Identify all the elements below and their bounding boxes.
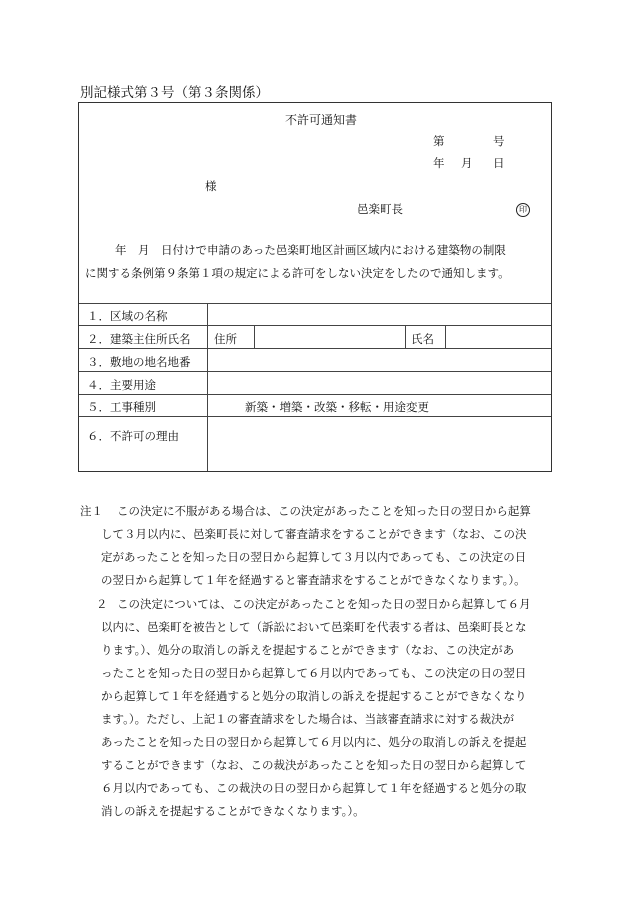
date-year: 年: [433, 156, 445, 170]
note-2-line-8: することができます（なお、この裁決があったことを知った日の翌日から起算して: [101, 758, 527, 772]
note-2-line-3: ります。）、処分の取消しの訴えを提起することができます（なお、この決定があ: [101, 643, 515, 657]
addressee-suffix: 様: [205, 179, 217, 193]
seal-icon: 印: [516, 203, 530, 217]
form-label: 別記様式第３号（第３条関係）: [80, 85, 269, 101]
table-column-divider: [405, 325, 406, 348]
table-row-divider: [79, 371, 551, 372]
notice-body-line-2: に関する条例第９条第１項の規定による許可をしない決定をしたので通知します。: [85, 266, 510, 280]
number-suffix: 号: [493, 134, 505, 148]
number-prefix: 第: [433, 134, 445, 148]
row-work-type-label: ５．工事種別: [87, 400, 156, 414]
row-site-label: ３．敷地の地名地番: [87, 355, 191, 369]
issuer-name: 邑楽町長: [357, 202, 403, 216]
date-month: 月: [461, 156, 473, 170]
note-1-line-2: して３月以内に、邑楽町長に対して審査請求をすることができます（なお、この決: [101, 527, 527, 541]
row-reason-label: ６．不許可の理由: [87, 429, 179, 443]
table-row-divider: [79, 416, 551, 417]
row-owner-address-label: 住所: [214, 332, 237, 346]
row-owner-label: ２．建築主住所氏名: [87, 332, 191, 346]
seal-mark: [516, 201, 530, 217]
note-2-line-7: あったことを知った日の翌日から起算して６月以内に、処分の取消しの訴えを提起: [101, 735, 527, 749]
notice-form-box: [78, 102, 552, 472]
note-1-line-3: 定があったことを知った日の翌日から起算して３月以内であっても、この決定の日: [101, 550, 527, 564]
notice-body-line-1: 年 月 日付けで申請のあった邑楽町地区計画区域内における建築物の制限: [115, 243, 506, 257]
note-2-line-2: 以内に、邑楽町を被告として（訴訟において邑楽町を代表する者は、邑楽町長とな: [101, 620, 527, 634]
note-2-marker: ２: [96, 597, 108, 611]
table-column-divider: [207, 303, 208, 471]
table-row-divider: [79, 394, 551, 395]
note-1-line-4: の翌日から起算して１年を経過すると審査請求をすることができなくなります。）。: [101, 573, 526, 587]
note-2-line-1: この決定については、この決定があったことを知った日の翌日から起算して６月: [117, 597, 531, 611]
note-1-line-1: この決定に不服がある場合は、この決定があったことを知った日の翌日から起算: [117, 504, 531, 518]
row-owner-name-label: 氏名: [411, 332, 434, 346]
table-column-divider: [445, 325, 446, 348]
row-area-name-label: １．区域の名称: [87, 309, 168, 323]
note-2-line-9: ６月以内であっても、この裁決の日の翌日から起算して１年を経過すると処分の取: [101, 781, 527, 795]
table-column-divider: [254, 325, 255, 348]
note-2-line-4: ったことを知った日の翌日から起算して６月以内であっても、この決定の日の翌日: [101, 666, 527, 680]
note-2-line-10: 消しの訴えを提起することができなくなります。）。: [101, 804, 365, 818]
note-2-line-6: ます。）。ただし、上記１の審査請求をした場合は、当該審査請求に対する裁決が: [101, 712, 515, 726]
date-day: 日: [493, 156, 505, 170]
row-work-type-value: 新築・増築・改築・移転・用途変更: [245, 400, 429, 414]
row-use-label: ４．主要用途: [87, 378, 156, 392]
table-row-divider: [79, 348, 551, 349]
table-top-border: [79, 303, 551, 304]
note-1-marker: 注１: [80, 504, 103, 518]
note-2-line-5: から起算して１年を経過すると処分の取消しの訴えを提起することができなくなり: [101, 689, 527, 703]
notice-title: 不許可通知書: [285, 113, 358, 127]
table-row-divider: [79, 325, 551, 326]
